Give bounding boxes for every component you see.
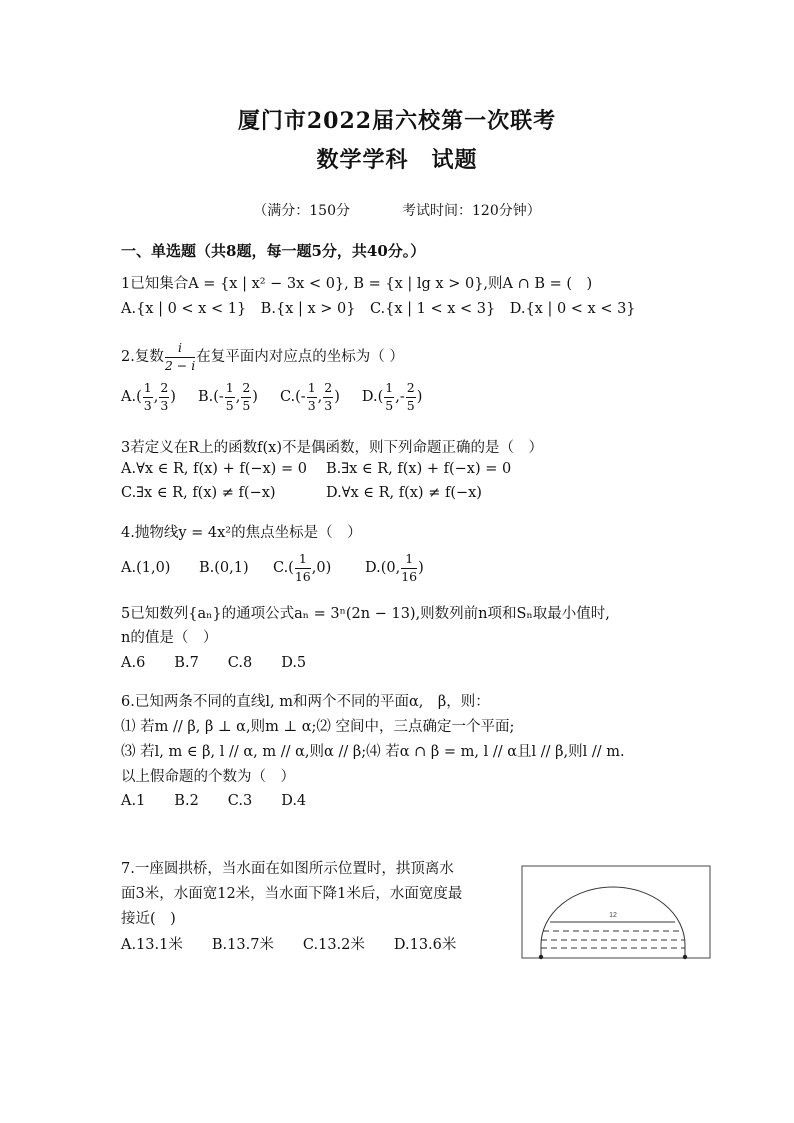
q1-options: A.{x | 0 < x < 1} B.{x | x > 0} C.{x | 1 < x < 3} D.{x | 0 < x < 3} (121, 301, 636, 317)
q4-option-b: B.(0,1) (199, 560, 249, 576)
exam-title: 厦门市2022届六校第一次联考 (237, 108, 557, 134)
q2-options (121, 382, 444, 412)
exam-time: 考试时间：120分钟） (402, 203, 541, 219)
q2-suffix: 在复平面内对应点的坐标为（ ） (196, 349, 404, 365)
q3-options-row1 (121, 461, 511, 477)
q7-line-1: 7.一座圆拱桥，当水面在如图所示位置时，拱顶离水 (121, 861, 454, 877)
q6-options: A.1 B.2 C.3 D.4 (121, 793, 307, 809)
q1-stem: 1已知集合A = {x | x² − 3x < 0}, B = {x | lg x > 0},则A ∩ B = ( ) (121, 276, 593, 292)
q6-statement-2: ⑶ 若l, m ∈ β, l // α, m // α,则α // β;⑷ 若α ∩ β = m, l // α且l // β,则l // m. (121, 744, 625, 760)
width-label: 12 (609, 912, 617, 919)
q3-option-b: B.∃x ∈ R, f(x) + f(−x) = 0 (326, 461, 512, 477)
q7-line-2: 面3米，水面宽12米，当水面下降1米后，水面宽度最 (121, 886, 463, 902)
q6-statement-3: 以上假命题的个数为（ ） (121, 769, 295, 785)
q4-option-c: C.( $\frac{1}{16}$ ,0) (273, 551, 332, 584)
q5-stem: 5已知数列{aₙ}的通项公式aₙ = 3ⁿ(2n − 13),则数列前n项和Sₙ取最小值时, (121, 606, 610, 622)
exam-info (0, 200, 794, 220)
q3-options-row2 (121, 485, 482, 501)
q7-line-3: 接近( ) (121, 911, 176, 927)
q4-option-d: D.(0, $\frac{1}{16}$ ) (365, 551, 424, 584)
section-heading: 一、单选题（共8题，每一题5分，共40分。） (121, 242, 426, 260)
exam-subject: 数学学科 试题 (316, 147, 478, 173)
q6-stem: 6.已知两条不同的直线l, m和两个不同的平面α, β，则： (121, 694, 490, 710)
q5-stem-2: n的值是（ ） (121, 630, 218, 646)
base-point-left (539, 955, 543, 959)
q2-option-a: A.( $\frac{1}{3}$ , $\frac{2}{3}$ ) (121, 380, 176, 413)
q5-options: A.6 B.7 C.8 D.5 (121, 655, 307, 671)
q4-stem: 4.抛物线y = 4x²的焦点坐标是（ ） (121, 525, 362, 541)
q2-fraction: $\frac{i}{2 - i}$ (164, 340, 196, 373)
q2-option-b: B.(- $\frac{1}{5}$ , $\frac{2}{5}$ ) (197, 380, 258, 413)
q3-option-c: C.∃x ∈ R, f(x) ≠ f(−x) (121, 485, 276, 501)
q4-option-a: A.(1,0) (121, 560, 171, 576)
arch-bridge-diagram (521, 865, 711, 960)
q2-option-c: C.(- $\frac{1}{3}$ , $\frac{2}{3}$ ) (279, 380, 340, 413)
q3-option-a: A.∀x ∈ R, f(x) + f(−x) = 0 (121, 461, 307, 477)
arch-bridge-figure (521, 865, 711, 960)
q7-options: A.13.1米 B.13.7米 C.13.2米 D.13.6米 (121, 937, 457, 953)
q2-stem (121, 342, 404, 372)
q6-statement-1: ⑴ 若m // β, β ⊥ α,则m ⊥ α;⑵ 空间中，三点确定一个平面; (121, 719, 515, 735)
q3-stem: 3若定义在R上的函数f(x)不是偶函数，则下列命题正确的是（ ） (121, 440, 543, 456)
q3-option-d: D.∀x ∈ R, f(x) ≠ f(−x) (326, 485, 482, 501)
base-point-right (683, 955, 687, 959)
full-marks: （满分：150分 (253, 203, 350, 219)
q2-option-d: D.( $\frac{1}{5}$ ,- $\frac{2}{5}$ ) (361, 380, 423, 413)
q2-prefix: 2.复数 (121, 349, 164, 365)
q4-options (121, 553, 424, 583)
